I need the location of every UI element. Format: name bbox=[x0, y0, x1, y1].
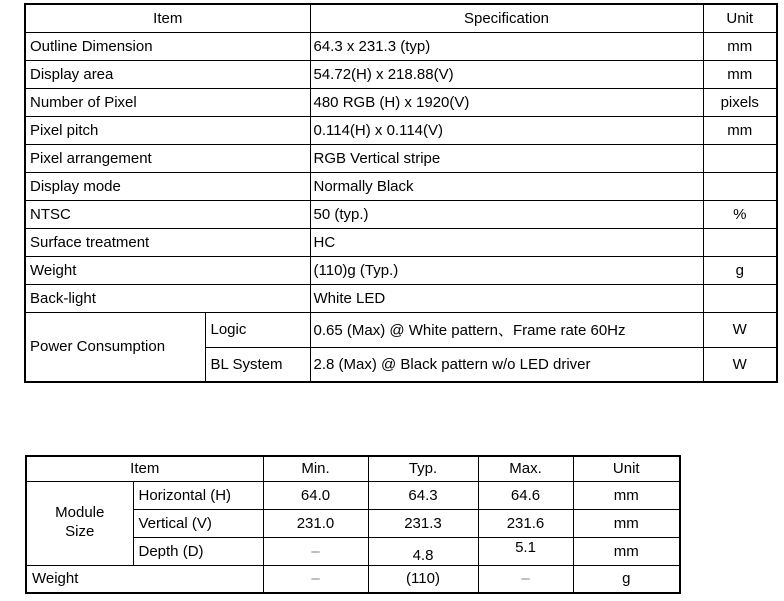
typ-cell: 64.3 bbox=[368, 481, 478, 509]
table-row bbox=[25, 60, 777, 88]
spec-cell: Normally Black bbox=[310, 172, 703, 200]
unit-cell bbox=[703, 228, 777, 256]
unit-cell: mm bbox=[573, 481, 680, 509]
header-item: Item bbox=[26, 456, 263, 481]
item-cell: Surface treatment bbox=[25, 228, 310, 256]
item-cell-module-size bbox=[26, 481, 133, 565]
spec-cell: 0.65 (Max) @ White pattern、Frame rate 60Hz bbox=[310, 312, 703, 347]
table-row bbox=[25, 116, 777, 144]
spec-cell: (110)g (Typ.) bbox=[310, 256, 703, 284]
table-row bbox=[26, 481, 680, 509]
max-cell: – bbox=[478, 565, 573, 593]
sub-item-cell: Depth (D) bbox=[133, 537, 263, 565]
table-row bbox=[26, 565, 680, 593]
unit-cell: mm bbox=[703, 60, 777, 88]
module-size-label: Module Size bbox=[55, 504, 105, 540]
unit-cell: mm bbox=[703, 116, 777, 144]
sub-item-cell: Horizontal (H) bbox=[133, 481, 263, 509]
unit-cell: mm bbox=[573, 509, 680, 537]
table-row bbox=[25, 284, 777, 312]
table-row bbox=[25, 228, 777, 256]
item-cell: Pixel pitch bbox=[25, 116, 310, 144]
table-row bbox=[25, 88, 777, 116]
sub-item-cell: Vertical (V) bbox=[133, 509, 263, 537]
unit-cell: g bbox=[703, 256, 777, 284]
header-min: Min. bbox=[263, 456, 368, 481]
header-specification: Specification bbox=[310, 4, 703, 32]
spec-cell: 54.72(H) x 218.88(V) bbox=[310, 60, 703, 88]
sub-item-cell: BL System bbox=[205, 347, 310, 382]
table-header-row bbox=[26, 456, 680, 481]
unit-cell: W bbox=[703, 347, 777, 382]
max-cell bbox=[478, 537, 573, 565]
spec-cell: 480 RGB (H) x 1920(V) bbox=[310, 88, 703, 116]
spec-cell: 0.114(H) x 0.114(V) bbox=[310, 116, 703, 144]
max-cell: 231.6 bbox=[478, 509, 573, 537]
module-size-table bbox=[25, 455, 681, 594]
item-cell: Display mode bbox=[25, 172, 310, 200]
item-cell: Weight bbox=[25, 256, 310, 284]
spec-cell: 2.8 (Max) @ Black pattern w/o LED driver bbox=[310, 347, 703, 382]
table-row bbox=[25, 172, 777, 200]
unit-cell: g bbox=[573, 565, 680, 593]
typ-cell: (110) bbox=[368, 565, 478, 593]
unit-cell: W bbox=[703, 312, 777, 347]
table-row bbox=[25, 200, 777, 228]
unit-cell: mm bbox=[573, 537, 680, 565]
spec-cell: 50 (typ.) bbox=[310, 200, 703, 228]
max-cell: 64.6 bbox=[478, 481, 573, 509]
unit-cell: pixels bbox=[703, 88, 777, 116]
sub-item-cell: Logic bbox=[205, 312, 310, 347]
header-unit: Unit bbox=[573, 456, 680, 481]
min-cell: 231.0 bbox=[263, 509, 368, 537]
header-item: Item bbox=[25, 4, 310, 32]
unit-cell bbox=[703, 172, 777, 200]
header-unit: Unit bbox=[703, 4, 777, 32]
item-cell: Back-light bbox=[25, 284, 310, 312]
header-typ: Typ. bbox=[368, 456, 478, 481]
min-cell: – bbox=[263, 565, 368, 593]
item-cell-weight: Weight bbox=[26, 565, 263, 593]
table-row bbox=[25, 312, 777, 347]
item-cell: NTSC bbox=[25, 200, 310, 228]
table-row bbox=[25, 32, 777, 60]
spec-cell: RGB Vertical stripe bbox=[310, 144, 703, 172]
spec-cell: HC bbox=[310, 228, 703, 256]
item-cell: Outline Dimension bbox=[25, 32, 310, 60]
item-cell-power-consumption: Power Consumption bbox=[25, 312, 205, 382]
table-row bbox=[25, 256, 777, 284]
min-cell: 64.0 bbox=[263, 481, 368, 509]
unit-cell: % bbox=[703, 200, 777, 228]
item-cell: Display area bbox=[25, 60, 310, 88]
item-cell: Pixel arrangement bbox=[25, 144, 310, 172]
unit-cell: mm bbox=[703, 32, 777, 60]
typ-cell: 231.3 bbox=[368, 509, 478, 537]
unit-cell bbox=[703, 284, 777, 312]
header-max: Max. bbox=[478, 456, 573, 481]
unit-cell bbox=[703, 144, 777, 172]
table-header-row bbox=[25, 4, 777, 32]
max-value: 5.1 bbox=[515, 538, 536, 556]
spec-cell: White LED bbox=[310, 284, 703, 312]
typ-value: 4.8 bbox=[412, 546, 434, 564]
table-row bbox=[25, 144, 777, 172]
item-cell: Number of Pixel bbox=[25, 88, 310, 116]
general-spec-table bbox=[24, 3, 778, 383]
typ-cell bbox=[368, 537, 478, 565]
min-cell: – bbox=[263, 537, 368, 565]
spec-cell: 64.3 x 231.3 (typ) bbox=[310, 32, 703, 60]
